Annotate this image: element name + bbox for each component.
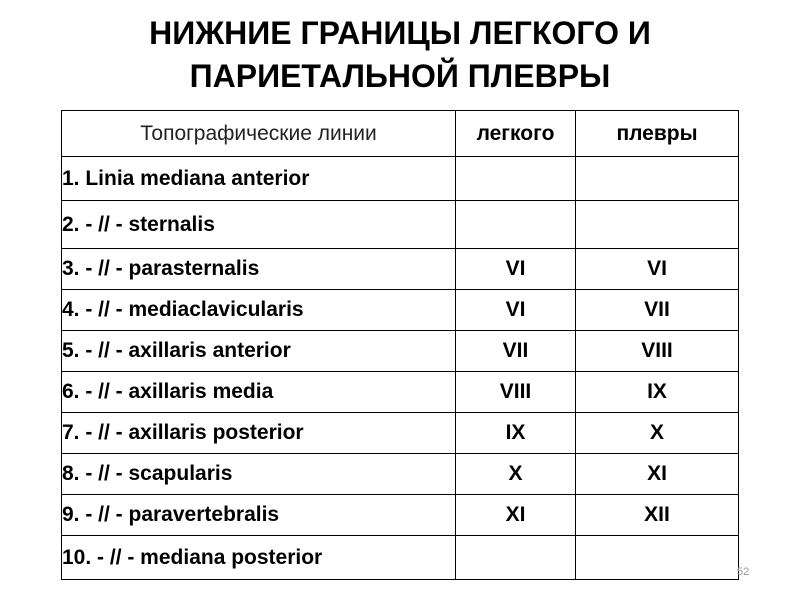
line-name-cell: 6. - // - axillaris media bbox=[62, 372, 456, 413]
lung-value-cell: VI bbox=[456, 249, 576, 290]
pleura-value-cell bbox=[576, 536, 739, 580]
lung-value-cell bbox=[456, 157, 576, 201]
header-lung: легкого bbox=[456, 111, 576, 157]
line-name-cell: 5. - // - axillaris anterior bbox=[62, 331, 456, 372]
line-name-cell: 9. - // - paravertebralis bbox=[62, 495, 456, 536]
table-row bbox=[62, 454, 739, 495]
line-name-cell: 4. - // - mediaclavicularis bbox=[62, 290, 456, 331]
title-line-2: ПАРИЕТАЛЬНОЙ ПЛЕВРЫ bbox=[189, 58, 611, 94]
table-header-row bbox=[62, 111, 739, 157]
table-row bbox=[62, 290, 739, 331]
pleura-value-cell: VI bbox=[576, 249, 739, 290]
pleura-value-cell: VII bbox=[576, 290, 739, 331]
lung-value-cell: X bbox=[456, 454, 576, 495]
slide-title bbox=[0, 12, 800, 98]
line-name-cell: 1. Linia mediana anterior bbox=[62, 157, 456, 201]
lung-value-cell: VIII bbox=[456, 372, 576, 413]
table-row bbox=[62, 413, 739, 454]
line-name-cell: 8. - // - scapularis bbox=[62, 454, 456, 495]
line-name-cell: 2. - // - sternalis bbox=[62, 201, 456, 249]
pleura-value-cell: IX bbox=[576, 372, 739, 413]
table-row bbox=[62, 372, 739, 413]
line-name-cell: 10. - // - mediana posterior bbox=[62, 536, 456, 580]
pleura-value-cell: X bbox=[576, 413, 739, 454]
line-name-cell: 7. - // - axillaris posterior bbox=[62, 413, 456, 454]
lung-value-cell bbox=[456, 201, 576, 249]
table-row bbox=[62, 495, 739, 536]
lung-value-cell: XI bbox=[456, 495, 576, 536]
pleura-value-cell: VIII bbox=[576, 331, 739, 372]
pleura-value-cell: XII bbox=[576, 495, 739, 536]
lung-value-cell: VII bbox=[456, 331, 576, 372]
lung-value-cell: VI bbox=[456, 290, 576, 331]
borders-table bbox=[61, 110, 739, 580]
table-row bbox=[62, 157, 739, 201]
line-name-cell: 3. - // - parasternalis bbox=[62, 249, 456, 290]
slide-page-number: 52 bbox=[737, 566, 750, 578]
header-topographic-lines: Топографические линии bbox=[62, 111, 456, 157]
pleura-value-cell bbox=[576, 201, 739, 249]
header-pleura: плевры bbox=[576, 111, 739, 157]
table-row bbox=[62, 201, 739, 249]
pleura-value-cell bbox=[576, 157, 739, 201]
lung-value-cell: IX bbox=[456, 413, 576, 454]
table-row bbox=[62, 331, 739, 372]
table-row bbox=[62, 536, 739, 580]
title-line-1: НИЖНИЕ ГРАНИЦЫ ЛЕГКОГО И bbox=[149, 15, 651, 51]
table-row bbox=[62, 249, 739, 290]
lung-value-cell bbox=[456, 536, 576, 580]
pleura-value-cell: XI bbox=[576, 454, 739, 495]
